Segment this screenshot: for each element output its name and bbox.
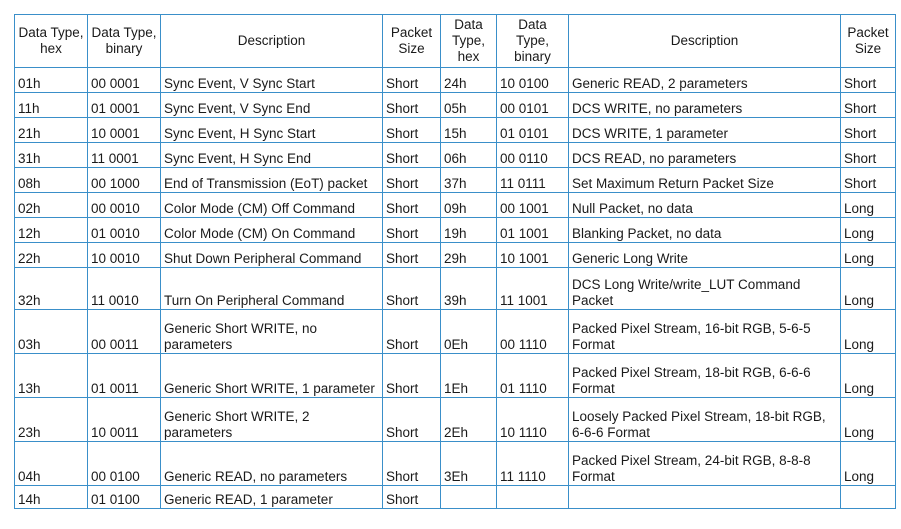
description-cell: Generic Short WRITE, no parameters: [161, 310, 383, 354]
description-cell: Null Packet, no data: [569, 193, 841, 218]
table-row: [15, 93, 896, 118]
binary-cell: 01 0001: [88, 93, 161, 118]
description-cell: Color Mode (CM) Off Command: [161, 193, 383, 218]
size-cell: Short: [383, 193, 441, 218]
size-cell: Short: [841, 168, 896, 193]
binary-cell: 10 0011: [88, 398, 161, 442]
description-cell: DCS READ, no parameters: [569, 143, 841, 168]
binary-cell: 10 0010: [88, 243, 161, 268]
header-binary-1: Data Type, binary: [88, 15, 161, 68]
size-cell: Short: [383, 442, 441, 486]
hex-cell: 02h: [15, 193, 88, 218]
binary-cell: 11 0111: [497, 168, 569, 193]
description-cell: Generic READ, 2 parameters: [569, 68, 841, 93]
header-row: [15, 15, 896, 68]
size-cell: Short: [841, 118, 896, 143]
header-description-1: Description: [161, 15, 383, 68]
binary-cell: 00 0101: [497, 93, 569, 118]
size-cell: Short: [383, 243, 441, 268]
size-cell: Short: [841, 143, 896, 168]
size-cell: Long: [841, 268, 896, 310]
size-cell: Short: [383, 310, 441, 354]
hex-cell: 05h: [441, 93, 497, 118]
header-binary-2: Data Type, binary: [497, 15, 569, 68]
hex-cell: [441, 486, 497, 509]
hex-cell: 29h: [441, 243, 497, 268]
description-cell: End of Transmission (EoT) packet: [161, 168, 383, 193]
size-cell: Long: [841, 243, 896, 268]
binary-cell: 00 0010: [88, 193, 161, 218]
description-cell: Generic Long Write: [569, 243, 841, 268]
hex-cell: 15h: [441, 118, 497, 143]
hex-cell: 04h: [15, 442, 88, 486]
size-cell: Short: [383, 68, 441, 93]
binary-cell: 00 0110: [497, 143, 569, 168]
description-cell: Sync Event, V Sync Start: [161, 68, 383, 93]
header-description-2: Description: [569, 15, 841, 68]
size-cell: Short: [383, 93, 441, 118]
description-cell: Set Maximum Return Packet Size: [569, 168, 841, 193]
table-row: [15, 193, 896, 218]
hex-cell: 08h: [15, 168, 88, 193]
description-cell: Generic READ, no parameters: [161, 442, 383, 486]
table-row: [15, 168, 896, 193]
hex-cell: 06h: [441, 143, 497, 168]
description-cell: Sync Event, H Sync Start: [161, 118, 383, 143]
description-cell: Packed Pixel Stream, 24-bit RGB, 8-8-8 Format: [569, 442, 841, 486]
table-row: [15, 118, 896, 143]
description-cell: Packed Pixel Stream, 18-bit RGB, 6-6-6 Format: [569, 354, 841, 398]
size-cell: Short: [383, 268, 441, 310]
hex-cell: 13h: [15, 354, 88, 398]
size-cell: Short: [841, 93, 896, 118]
header-size-2: Packet Size: [841, 15, 896, 68]
table-row: [15, 143, 896, 168]
hex-cell: 39h: [441, 268, 497, 310]
binary-cell: 00 0001: [88, 68, 161, 93]
binary-cell: 10 0100: [497, 68, 569, 93]
description-cell: [569, 486, 841, 509]
binary-cell: 01 1001: [497, 218, 569, 243]
binary-cell: 01 0100: [88, 486, 161, 509]
description-cell: Sync Event, H Sync End: [161, 143, 383, 168]
size-cell: [841, 486, 896, 509]
binary-cell: 00 0011: [88, 310, 161, 354]
description-cell: Loosely Packed Pixel Stream, 18-bit RGB, 6-6-6 Format: [569, 398, 841, 442]
description-cell: Turn On Peripheral Command: [161, 268, 383, 310]
description-cell: Generic READ, 1 parameter: [161, 486, 383, 509]
table-row: [15, 218, 896, 243]
description-cell: Generic Short WRITE, 2 parameters: [161, 398, 383, 442]
size-cell: Long: [841, 442, 896, 486]
size-cell: Short: [383, 218, 441, 243]
binary-cell: 11 0010: [88, 268, 161, 310]
hex-cell: 31h: [15, 143, 88, 168]
hex-cell: 23h: [15, 398, 88, 442]
hex-cell: 37h: [441, 168, 497, 193]
table-row: [15, 68, 896, 93]
description-cell: Blanking Packet, no data: [569, 218, 841, 243]
header-size-1: Packet Size: [383, 15, 441, 68]
table-row: [15, 398, 896, 442]
hex-cell: 03h: [15, 310, 88, 354]
hex-cell: 12h: [15, 218, 88, 243]
hex-cell: 19h: [441, 218, 497, 243]
data-type-table: [14, 14, 896, 509]
table-row: [15, 310, 896, 354]
hex-cell: 09h: [441, 193, 497, 218]
description-cell: Sync Event, V Sync End: [161, 93, 383, 118]
binary-cell: 10 0001: [88, 118, 161, 143]
description-cell: DCS WRITE, no parameters: [569, 93, 841, 118]
hex-cell: 14h: [15, 486, 88, 509]
header-hex-1: Data Type, hex: [15, 15, 88, 68]
description-cell: Packed Pixel Stream, 16-bit RGB, 5-6-5 Format: [569, 310, 841, 354]
binary-cell: 01 0101: [497, 118, 569, 143]
table-row: [15, 486, 896, 509]
size-cell: Short: [383, 398, 441, 442]
binary-cell: 01 0010: [88, 218, 161, 243]
binary-cell: [497, 486, 569, 509]
description-cell: Color Mode (CM) On Command: [161, 218, 383, 243]
binary-cell: 00 1110: [497, 310, 569, 354]
size-cell: Long: [841, 310, 896, 354]
binary-cell: 11 0001: [88, 143, 161, 168]
table-row: [15, 268, 896, 310]
size-cell: Long: [841, 354, 896, 398]
size-cell: Long: [841, 193, 896, 218]
binary-cell: 11 1110: [497, 442, 569, 486]
size-cell: Long: [841, 398, 896, 442]
binary-cell: 00 1000: [88, 168, 161, 193]
size-cell: Short: [841, 68, 896, 93]
hex-cell: 21h: [15, 118, 88, 143]
binary-cell: 11 1001: [497, 268, 569, 310]
hex-cell: 1Eh: [441, 354, 497, 398]
hex-cell: 0Eh: [441, 310, 497, 354]
hex-cell: 24h: [441, 68, 497, 93]
size-cell: Short: [383, 486, 441, 509]
binary-cell: 10 1001: [497, 243, 569, 268]
description-cell: DCS Long Write/write_LUT Command Packet: [569, 268, 841, 310]
size-cell: Short: [383, 143, 441, 168]
hex-cell: 11h: [15, 93, 88, 118]
table-row: [15, 442, 896, 486]
description-cell: DCS WRITE, 1 parameter: [569, 118, 841, 143]
binary-cell: 00 0100: [88, 442, 161, 486]
hex-cell: 01h: [15, 68, 88, 93]
hex-cell: 32h: [15, 268, 88, 310]
table-row: [15, 354, 896, 398]
size-cell: Long: [841, 218, 896, 243]
description-cell: Generic Short WRITE, 1 parameter: [161, 354, 383, 398]
table-row: [15, 243, 896, 268]
binary-cell: 10 1110: [497, 398, 569, 442]
hex-cell: 3Eh: [441, 442, 497, 486]
binary-cell: 00 1001: [497, 193, 569, 218]
description-cell: Shut Down Peripheral Command: [161, 243, 383, 268]
binary-cell: 01 1110: [497, 354, 569, 398]
size-cell: Short: [383, 354, 441, 398]
hex-cell: 2Eh: [441, 398, 497, 442]
binary-cell: 01 0011: [88, 354, 161, 398]
hex-cell: 22h: [15, 243, 88, 268]
size-cell: Short: [383, 168, 441, 193]
header-hex-2: Data Type, hex: [441, 15, 497, 68]
size-cell: Short: [383, 118, 441, 143]
